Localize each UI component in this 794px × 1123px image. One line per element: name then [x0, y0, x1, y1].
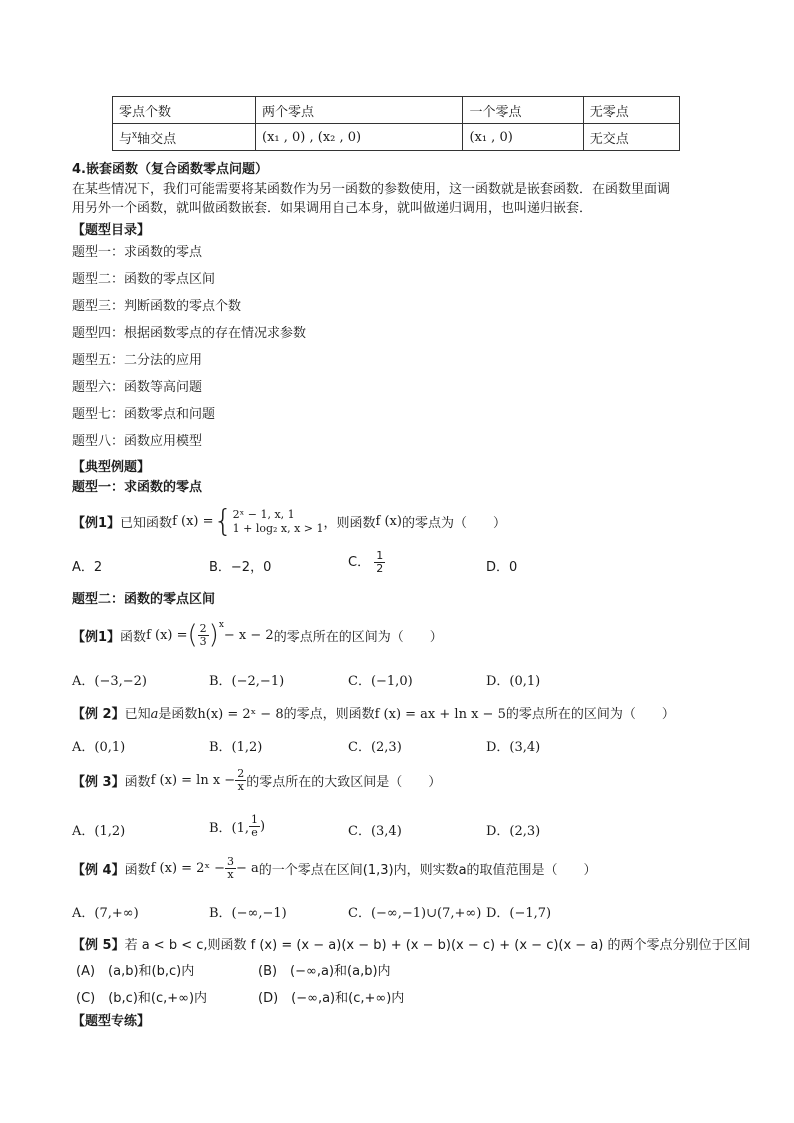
option-text: ) — [260, 819, 266, 834]
option-d: D．(−1,7) — [486, 906, 552, 921]
table-cell: 无零点 — [583, 97, 679, 124]
question-text: 函数 — [120, 629, 147, 645]
math-expr: − a — [235, 861, 259, 876]
fraction-den: x — [227, 868, 234, 881]
question-text: 函数 — [124, 775, 151, 790]
table-cell: 零点个数 — [113, 97, 256, 124]
example-question — [72, 620, 443, 650]
example-question — [72, 856, 597, 881]
example-label: 【例 2】 — [72, 707, 125, 722]
option-a: (A) (a,b)和(b,c)内 — [76, 964, 195, 979]
option-b: B．−2，0 — [209, 560, 272, 575]
option-d: (D) (−∞,a)和(c,+∞)内 — [258, 991, 405, 1006]
brace-icon: { — [213, 504, 233, 539]
table-cell: 两个零点 — [256, 97, 463, 124]
example-question — [72, 768, 441, 793]
catalog-item: 题型四：根据函数零点的存在情况求参数 — [72, 326, 307, 341]
option-a: A．(0,1) — [72, 740, 126, 755]
option-c: (C) (b,c)和(c,+∞)内 — [76, 991, 208, 1006]
fraction — [225, 856, 236, 881]
option-d: D．0 — [486, 560, 518, 575]
exponent: x — [218, 620, 224, 630]
option-c: C．(3,4) — [348, 824, 402, 839]
question-text: 已知 — [124, 707, 151, 722]
catalog-header: 【题型目录】 — [72, 223, 151, 238]
fraction-num: 3 — [226, 855, 234, 868]
math-expr: f (x) = — [172, 514, 214, 529]
examples-header: 【典型例题】 — [72, 460, 151, 475]
option-c: C．(2,3) — [348, 740, 402, 755]
question-text: 是函数 — [158, 707, 198, 722]
option-b: B．(−∞,−1) — [209, 906, 287, 921]
math-expr: f (x) = ln x − — [150, 773, 236, 788]
question-text: 的一个零点在区间(1,3)内，则实数a的取值范围是（ ） — [258, 863, 597, 878]
cell-text: 与 — [119, 131, 133, 147]
option-a: A．2 — [72, 560, 103, 575]
catalog-item: 题型五：二分法的应用 — [72, 353, 203, 368]
fraction — [198, 623, 209, 648]
type-title: 题型一：求函数的零点 — [72, 480, 203, 495]
question-text: 的零点，则函数 — [283, 707, 375, 722]
catalog-item: 题型二：函数的零点区间 — [72, 272, 216, 287]
case-line: 2ˣ − 1, x, 1 — [232, 507, 295, 521]
fraction-den: e — [251, 826, 258, 839]
fraction-den: 2 — [376, 562, 384, 575]
table-cell: 一个零点 — [463, 97, 583, 124]
math-expr: f (x) = — [146, 627, 188, 643]
option-b: B．(−2,−1) — [209, 674, 285, 689]
question-text: ，则函数 — [323, 516, 376, 531]
option-c — [348, 550, 385, 575]
cell-var: x — [132, 130, 138, 141]
example-question — [72, 504, 506, 539]
fraction-num: 1 — [251, 813, 259, 826]
table-cell — [113, 124, 256, 151]
case-line: 1 + log₂ x, x > 1 — [232, 521, 324, 535]
example-label: 【例 4】 — [72, 863, 125, 878]
piecewise-cases — [233, 508, 324, 536]
question-text: 若 a < b < c,则函数 f (x) = (x − a)(x − b) + (x − b)(x − c) + (x − c)(x − a) 的两个零点分别位于区间 — [124, 938, 751, 953]
example-question — [72, 703, 675, 722]
option-c: C．(−1,0) — [348, 674, 413, 689]
fraction — [249, 814, 260, 839]
catalog-item: 题型三：判断函数的零点个数 — [72, 299, 242, 314]
example-label: 【例 3】 — [72, 775, 125, 790]
option-d: D．(0,1) — [486, 674, 541, 689]
question-text: 的零点所在的区间为（ ） — [273, 629, 443, 645]
math-expr: f (x) = 2ˣ − — [150, 861, 225, 876]
catalog-item: 题型六：函数等高问题 — [72, 380, 203, 395]
option-text: C． — [348, 555, 371, 570]
paragraph: 用另外一个函数，就叫做函数嵌套．如果调用自己本身，就叫做递归调用，也叫递归嵌套． — [72, 201, 593, 216]
option-a: A．(7,+∞) — [72, 906, 139, 921]
table-cell: (x₁ , 0) — [463, 124, 583, 151]
paren-icon: ) — [208, 620, 219, 650]
option-b: B．(1,2) — [209, 740, 263, 755]
option-c: C．(−∞,−1)∪(7,+∞) — [348, 906, 482, 921]
option-a: A．(1,2) — [72, 824, 126, 839]
practice-header: 【题型专练】 — [72, 1014, 151, 1029]
fraction-num: 2 — [237, 767, 245, 780]
fraction-num: 1 — [376, 549, 384, 562]
example-label: 【例 5】 — [72, 938, 125, 953]
option-d: D．(3,4) — [486, 740, 541, 755]
question-text: 的零点为（ ） — [401, 516, 506, 531]
table-row — [113, 124, 680, 151]
example-question — [72, 934, 751, 953]
fraction-den: 3 — [199, 634, 207, 648]
type-title: 题型二：函数的零点区间 — [72, 592, 216, 607]
table-cell: (x₁ , 0) , (x₂ , 0) — [256, 124, 463, 151]
zero-point-table — [112, 96, 680, 151]
fraction — [235, 768, 246, 793]
fraction — [374, 550, 385, 575]
question-text: 的零点所在的大致区间是（ ） — [246, 775, 442, 790]
example-label: 【例1】 — [72, 516, 121, 531]
option-a: A．(−3,−2) — [72, 674, 147, 689]
example-label: 【例1】 — [72, 629, 121, 645]
option-b — [209, 814, 265, 839]
catalog-item: 题型八：函数应用模型 — [72, 434, 203, 449]
question-text: 已知函数 — [120, 516, 173, 531]
math-expr: f (x) = ax + ln x − 5 — [374, 707, 506, 722]
table-row — [113, 97, 680, 124]
math-expr: f (x) — [375, 514, 402, 529]
option-text: B．(1, — [209, 821, 250, 836]
table-cell: 无交点 — [583, 124, 679, 151]
paren-icon: ( — [187, 620, 198, 650]
question-text: 的零点所在的区间为（ ） — [505, 707, 675, 722]
paragraph: 在某些情况下，我们可能需要将某函数作为另一函数的参数使用，这一函数就是嵌套函数．在函数里面调 — [72, 182, 671, 197]
math-expr: − x − 2 — [223, 627, 274, 643]
fraction-num: 2 — [199, 621, 207, 635]
catalog-item: 题型一：求函数的零点 — [72, 245, 203, 260]
option-b: (B) (−∞,a)和(a,b)内 — [258, 964, 391, 979]
catalog-item: 题型七：函数零点和问题 — [72, 407, 216, 422]
section-title: 4.嵌套函数（复合函数零点问题） — [72, 162, 268, 177]
cell-text: 轴交点 — [137, 131, 177, 147]
option-d: D．(2,3) — [486, 824, 541, 839]
math-var: a — [150, 707, 159, 722]
math-expr: h(x) = 2ˣ − 8 — [197, 707, 284, 722]
fraction-den: x — [237, 780, 244, 793]
question-text: 函数 — [124, 863, 151, 878]
